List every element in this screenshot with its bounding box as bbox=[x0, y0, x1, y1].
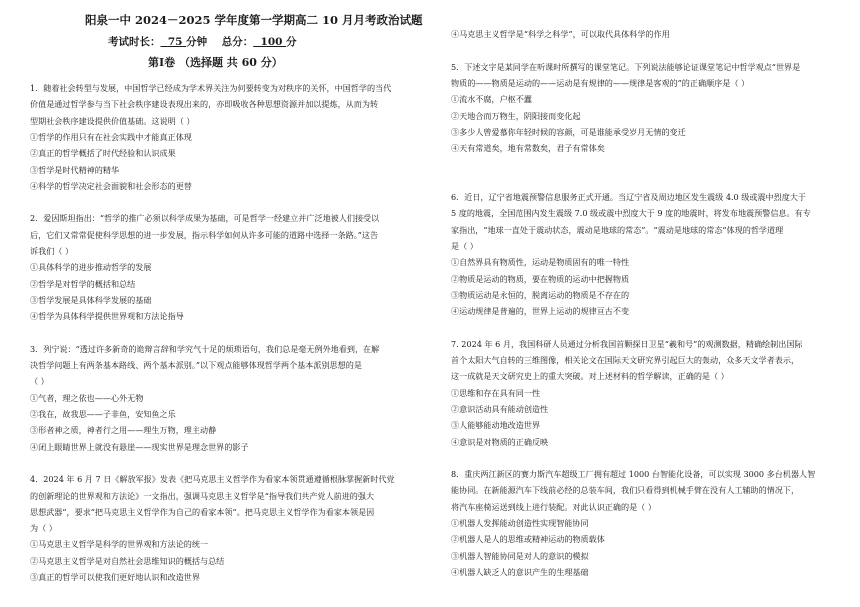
question-stem-line: 5 度的地震，全国范围内发生震级 7.0 级或震中烈度大于 9 度的地震时，将发布地震预警信息。有专 bbox=[451, 208, 811, 219]
question-stem-line: （ ） bbox=[30, 376, 49, 387]
question-stem-line: 是（ ） bbox=[451, 240, 478, 251]
question-stem-line: 家指出，“地球一直处于震动状态，震动是地球的常态”。“震动是地球的常态”体现的哲学道理 bbox=[451, 224, 784, 235]
statement-item: ③形者神之质，神者行之用——理生万物，理主动静 bbox=[30, 425, 217, 436]
statement-item: ②马克思主义哲学是对自然社会思维知识的概括与总结 bbox=[30, 555, 225, 566]
statement-item: ①气者，理之依也——心外无物 bbox=[30, 392, 144, 403]
question-stem-line: 7. 2024 年 6 月，我国科研人员通过分析我国首颗探日卫星“羲和号”的观测数据，精确绘制出国际 bbox=[451, 338, 803, 349]
time-value: 75 bbox=[167, 36, 183, 48]
statement-item: ④哲学为具体科学提供世界观和方法论指导 bbox=[30, 311, 184, 322]
statement-item: ④运动规律是普遍的，世界上运动的规律亘古不变 bbox=[451, 306, 630, 317]
statement-item: ④马克思主义哲学是“科学之科学”，可以取代具体科学的作用 bbox=[451, 29, 670, 39]
question-stem-line: 3．列宁说：“透过许多新奇的诡辩言辞和学究气十足的烦琐语句，我们总是毫无例外地看到，在解 bbox=[30, 343, 380, 354]
question-stem-line: 型期社会秩序建设提供价值基础。这说明（ ） bbox=[30, 115, 195, 126]
statement-item: ②物质是运动的物质，要在物质的运动中把握物质 bbox=[451, 273, 630, 284]
statement-item: ①具体科学的进步推动哲学的发展 bbox=[30, 262, 152, 273]
question-stem-line: 诉我们（ ） bbox=[30, 246, 74, 256]
statement-item: ①自然界具有物质性，运动是物质固有的唯一特性 bbox=[451, 257, 630, 268]
statement-item: ②真正的哲学概括了时代经验和认识成果 bbox=[30, 148, 176, 159]
question-stem-line: 5．下述文字是某同学在听课时所撰写的课堂笔记。下列说法能够论证课堂笔记中哲学观点“世界是 bbox=[451, 61, 801, 72]
statement-item: ②哲学是对哲学的概括和总结 bbox=[30, 278, 136, 289]
score-value: 100 bbox=[260, 36, 283, 48]
question-stem-line: 物质的——物质是运动的——运动是有规律的——规律是客观的”的正确顺序是（ ） bbox=[451, 77, 750, 88]
statement-item: ③机器人智能协同是对人的意识的模拟 bbox=[451, 550, 589, 561]
time-unit: 分钟 bbox=[186, 36, 208, 48]
statement-item: ②意识活动具有能动创造性 bbox=[451, 403, 549, 414]
question-stem-line: 2．爱因斯坦指出：“哲学的推广必须以科学成果为基础，可是哲学一经建立并广泛地被人们接受以 bbox=[30, 213, 380, 224]
statement-item: ④科学的哲学决定社会面貌和社会形态的更替 bbox=[30, 180, 192, 191]
statement-item: ③物质运动是永恒的，脱离运动的物质是不存在的 bbox=[451, 289, 630, 300]
statement-item: ③哲学是时代精神的精华 bbox=[30, 164, 120, 175]
question-stem-line: 后，它们又常常促使科学思想的进一步发展，指示科学如何从许多可能的道路中选择一条路。”这告 bbox=[30, 229, 379, 240]
question-stem-line: 首个太阳大气自转的三维图像，相关论文在国际天文研究界引起巨大的轰动，众多天文学者表示， bbox=[451, 355, 800, 365]
statement-item: ④闭上眼睛世界上就没有悬崖——现实世界是理念世界的影子 bbox=[30, 441, 249, 452]
statement-item: ②天地合而万物生，阴阳接而变化起 bbox=[451, 110, 581, 121]
statement-item: ④天有常道矣，地有常数矣，君子有常体矣 bbox=[451, 143, 605, 154]
time-label: 考试时长： bbox=[108, 36, 161, 48]
question-stem-line: 1．随着社会转型与发展，中国哲学已经成为学术界关注为何要转变为对秩序的关怀，中国哲学的当代 bbox=[30, 83, 392, 93]
question-stem-line: 能协同。在新能源汽车下线前必经的总装车间，我们只看得到机械手臂在没有人工辅助的情况下， bbox=[451, 485, 800, 496]
question-stem-line: 6．近日，辽宁省地震预警信息服务正式开通。当辽宁省及周边地区发生震级 4.0 级或震中烈度大于 bbox=[451, 192, 807, 202]
question-stem-line: 8．重庆两江新区的赛力斯汽车超级工厂拥有超过 1000 台智能化设备，可以实现 3000 多台机器人智 bbox=[451, 469, 816, 480]
exam-title: 阳泉一中 2024－2025 学年度第一学期高二 10 月月考政治试题 bbox=[85, 13, 423, 27]
question-stem-line: 的创新理论的世界观和方法论》一文指出，强调马克思主义哲学是“指导我们共产党人前进的强大 bbox=[30, 490, 375, 501]
statement-item: ②我在，故我思——子非鱼，安知鱼之乐 bbox=[30, 409, 176, 419]
statement-item: ①马克思主义哲学是科学的世界观和方法论的统一 bbox=[30, 539, 209, 550]
question-stem-line: 决哲学问题上有两条基本路线、两个基本派别。”以下观点能够体现哲学两个基本派别思想的是 bbox=[30, 360, 362, 371]
statement-item: ③哲学发展是具体科学发展的基础 bbox=[30, 294, 152, 305]
question-stem-line: 价值是通过哲学参与当下社会秩序建设表现出来的，亦即吸收各种思想资源并加以提炼，从而为转 bbox=[30, 99, 379, 110]
question-stem-line: 思想武器”，要求“把马克思主义哲学作为自己的看家本领”。把马克思主义哲学作为看家本领是因 bbox=[30, 506, 375, 517]
statement-item: ①机器人发挥能动创造性实现智能协同 bbox=[451, 518, 589, 528]
exam-meta bbox=[108, 36, 508, 49]
statement-item: ③人能够能动地改造世界 bbox=[451, 420, 541, 431]
question-stem-line: 4．2024 年 6 月 7 日《解放军报》发表《把马克思主义哲学作为看家本领贯通遵循根脉掌握新时代党 bbox=[30, 474, 395, 485]
statement-item: ④机器人缺乏人的意识产生的生理基础 bbox=[451, 566, 589, 577]
statement-item: ③多少人曾爱慕你年轻时候的容颜，可是谁能承受岁月无情的变迁 bbox=[451, 126, 686, 137]
question-stem-line: 为（ ） bbox=[30, 523, 57, 534]
statement-item: ①思维和存在具有同一性 bbox=[451, 387, 541, 398]
statement-item: ④意识是对物质的正确反映 bbox=[451, 436, 549, 447]
question-stem-line: 将汽车座椅运送到线上进行装配。对此认识正确的是（ ） bbox=[451, 501, 656, 512]
question-stem-line: 这一成就是天文研究史上的重大突破。对上述材料的哲学解读，正确的是（ ） bbox=[451, 371, 729, 382]
score-label: 总分： bbox=[221, 36, 254, 48]
statement-item: ①哲学的作用只有在社会实践中才能真正体现 bbox=[30, 131, 192, 142]
statement-item: ①流水不腐，户枢不蠹 bbox=[451, 94, 532, 105]
section-title: 第Ⅰ卷 （选择题 共 60 分） bbox=[148, 56, 283, 69]
statement-item: ②机器人是人的思维或精神运动的物质载体 bbox=[451, 534, 605, 545]
score-unit: 分 bbox=[286, 36, 297, 48]
statement-item: ③真正的哲学可以使我们更好地认识和改造世界 bbox=[30, 572, 200, 582]
